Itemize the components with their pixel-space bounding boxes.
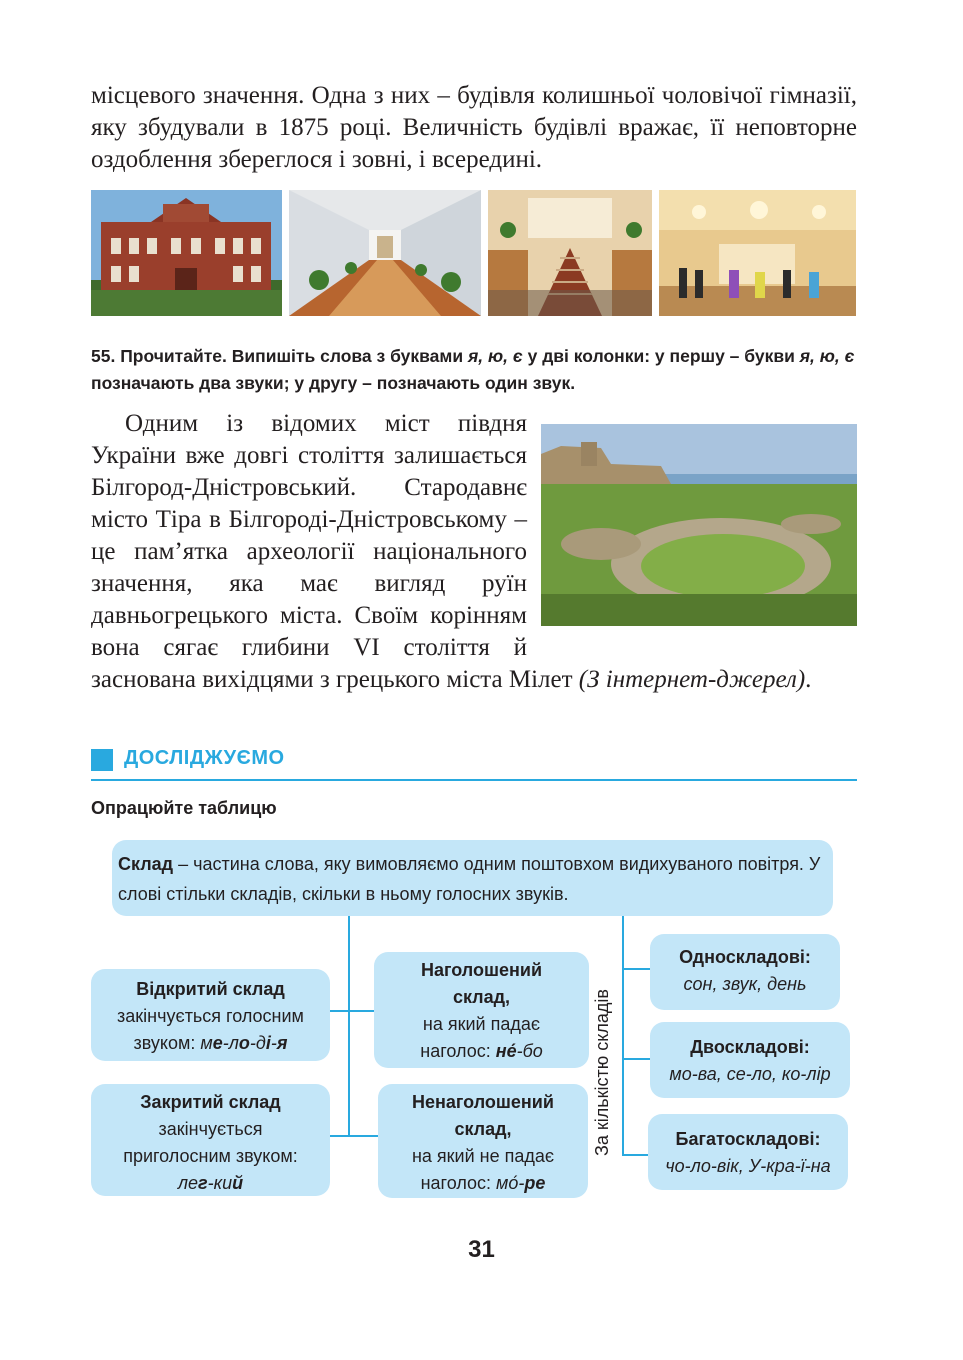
unstressed-example: наголос: мо́-ре [420,1173,546,1193]
definition-term: Склад [118,854,174,874]
connector-right-vertical [622,916,624,1156]
many-example: чо-ло-вік, У-кра-ї-на [665,1156,831,1176]
closed-desc-2: приголосним звуком: [123,1146,298,1166]
table-subheading: Опрацюйте таблицю [91,798,277,818]
two-syllable-box [650,1022,850,1098]
one-title: Односкладові: [679,947,811,967]
task-text-2: у дві колонки: у першу – букви [522,346,800,366]
gymnasium-exterior-photo [91,190,282,316]
connector-left-vertical [348,916,350,1137]
section-header [91,745,857,781]
connector-one [622,968,650,970]
connector-closed [330,1135,378,1137]
closed-title: Закритий склад [140,1092,281,1112]
closed-example: лег-кий [177,1173,244,1193]
passage-source: (З інтернет-джерел) [578,666,806,693]
staircase-photo [488,190,652,316]
stressed-title-1: Наголошений [420,960,543,980]
fortress-ruins-photo [541,424,857,626]
syllable-count-label: За кількістю складів [592,989,612,1156]
section-title: ДОСЛІДЖУЄМО [124,747,285,769]
many-title: Багатоскладові: [675,1129,821,1149]
two-title: Двоскладові: [690,1037,810,1057]
definition-text: – частина слова, яку вимовляємо одним поштовхом видихуваного повітря. У слові стільки складів, скільки в ньому голосних звуків. [118,854,821,904]
syllable-definition-box [112,840,833,916]
page-number: 31 [468,1236,495,1263]
task-letters-1: я, ю, є [467,346,523,366]
unstressed-desc-1: на який не падає [411,1146,555,1166]
many-syllable-box [648,1114,848,1190]
task-text-1: Прочитайте. Випишіть слова з буквами [120,346,468,366]
passage-text: Одним із відомих міст півдня України вже довгі століття залишається Білгород-Дністровський. Стародавнє місто Тіра в Білгороді-Дністровському – це пам’ятка археології національного значення, яка має вигляд руїн давньогрецького міста. Своїм корінням вона сягає глибини VI століття й заснована вихідцями з грецького міста Мілет [91,410,579,693]
connector-many [622,1154,650,1156]
open-title: Відкритий склад [136,979,285,999]
task-letters-2: я, ю, є [799,346,855,366]
corridor-photo [289,190,481,316]
ballroom-photo [659,190,856,316]
open-example: звуком: ме-ло-ді-я [133,1033,288,1053]
task-number: 55. [91,346,116,366]
intro-paragraph: місцевого значення. Одна з них – будівля колишньої чоловічої гімназії, яку збудували в 1875 році. Величність будівлі вражає, її неповторне оздоблення збереглося і зовні, і всередині. [91,82,857,173]
stressed-example: наголос: не́-бо [420,1041,543,1061]
open-syllable-box [91,969,330,1061]
stressed-syllable-box [374,952,589,1068]
section-square-icon [91,749,113,771]
two-example: мо-ва, се-ло, ко-лір [669,1064,831,1084]
one-example: сон, звук, день [683,974,807,994]
unstressed-title-1: Ненаголошений [412,1092,554,1112]
unstressed-syllable-box [378,1084,588,1198]
stressed-title-2: склад, [452,987,511,1007]
closed-syllable-box [91,1084,330,1196]
connector-open [330,1010,376,1012]
closed-desc-1: закінчується [158,1119,263,1139]
passage-end: . [805,666,812,693]
open-desc: закінчується голосним [117,1006,304,1026]
connector-two [622,1058,650,1060]
one-syllable-box [650,934,840,1010]
task-text-3: позначають два звуки; у другу – позначають один звук. [91,373,576,393]
unstressed-title-2: склад, [454,1119,512,1139]
task-instruction [91,343,859,397]
stressed-desc-1: на який падає [422,1014,541,1034]
